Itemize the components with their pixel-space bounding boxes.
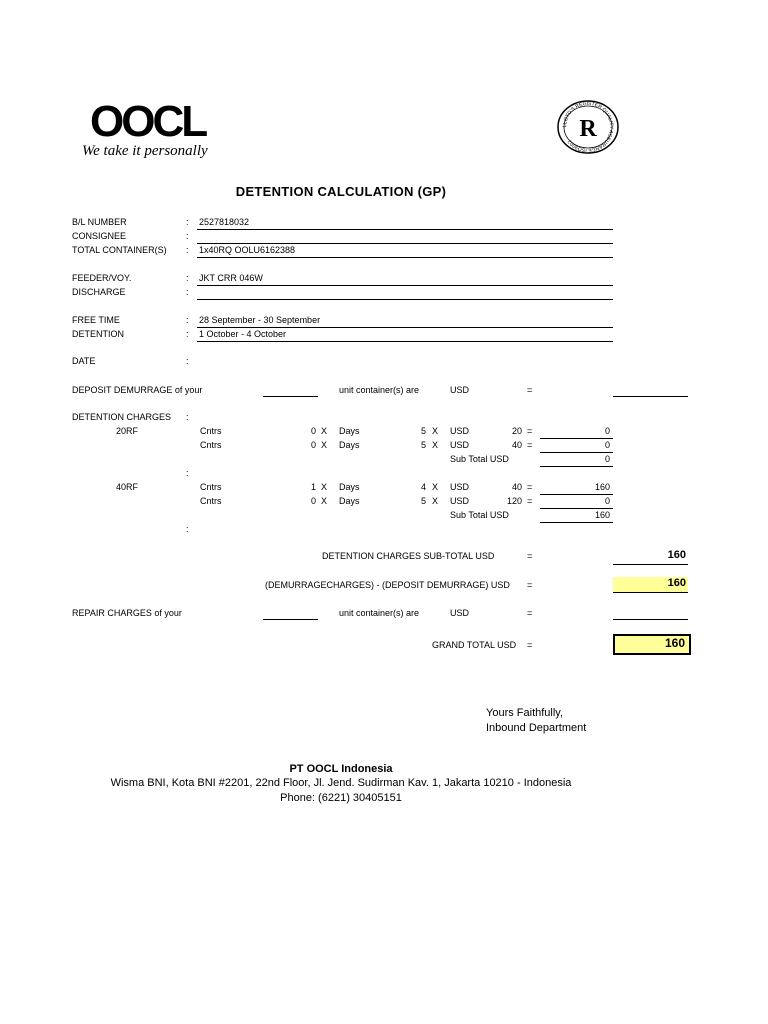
amount-underline xyxy=(613,592,688,593)
field-underline xyxy=(197,285,613,286)
footer-company: PT OOCL Indonesia xyxy=(289,763,393,775)
container-type-40rf: 40RF xyxy=(116,482,139,492)
subtotal-label: Sub Total USD xyxy=(450,454,509,464)
times-sign: X xyxy=(432,482,439,492)
qty-value: 0 xyxy=(310,496,316,506)
rate-value: 120 xyxy=(506,496,522,506)
deposit-unit-text: unit container(s) are xyxy=(339,385,420,395)
subtotal-label: Sub Total USD xyxy=(450,510,509,520)
times-sign: X xyxy=(432,496,439,506)
amount-underline xyxy=(540,452,613,453)
subtotal-underline xyxy=(540,522,613,523)
days-label: Days xyxy=(339,482,360,492)
svg-text:LLOYD'S REGISTER QUALITY ASSUR: LLOYD'S REGISTER QUALITY ASSURANCE ISO9002 xyxy=(561,100,615,154)
detention-charges-label: DETENTION CHARGES xyxy=(72,412,172,422)
detention-subtotal-label: DETENTION CHARGES SUB-TOTAL USD xyxy=(322,551,495,561)
oocl-tagline: We take it personally xyxy=(82,143,208,159)
closing-salutation: Yours Faithfully, xyxy=(486,707,564,719)
subtotal-value: 160 xyxy=(594,510,610,520)
days-value: 5 xyxy=(420,426,426,436)
times-sign: X xyxy=(432,426,439,436)
bl-number-value: 2527818032 xyxy=(199,217,250,227)
feeder-voy-label: FEEDER/VOY. xyxy=(72,273,132,283)
deposit-units-blank xyxy=(263,396,318,397)
equals-sign: = xyxy=(527,608,533,618)
unit-label: Cntrs xyxy=(200,482,222,492)
rate-value: 20 xyxy=(511,426,522,436)
detention-subtotal-value: 160 xyxy=(667,549,686,561)
discharge-label: DISCHARGE xyxy=(72,287,126,297)
colon: : xyxy=(186,231,189,241)
svg-text:R: R xyxy=(579,116,597,142)
currency-label: USD xyxy=(450,496,470,506)
days-label: Days xyxy=(339,496,360,506)
repair-unit-text: unit container(s) are xyxy=(339,608,420,618)
amount-underline xyxy=(540,508,613,509)
field-underline xyxy=(197,257,613,258)
repair-amount-blank xyxy=(613,619,688,620)
colon: : xyxy=(186,468,189,478)
detention-label: DETENTION xyxy=(72,329,125,339)
field-underline xyxy=(197,341,613,342)
rate-value: 40 xyxy=(511,440,522,450)
qty-value: 0 xyxy=(310,426,316,436)
deposit-amount-blank xyxy=(613,396,688,397)
date-label: DATE xyxy=(72,356,96,366)
oocl-wordmark: OOCL xyxy=(90,97,206,146)
total-containers-label: TOTAL CONTAINER(S) xyxy=(72,245,167,255)
grand-total-value: 160 xyxy=(664,636,685,650)
consignee-label: CONSIGNEE xyxy=(72,231,127,241)
colon: : xyxy=(186,245,189,255)
days-label: Days xyxy=(339,426,360,436)
repair-currency: USD xyxy=(450,608,470,618)
closing-department: Inbound Department xyxy=(486,722,587,734)
amount-underline xyxy=(540,494,613,495)
amount-value: 0 xyxy=(604,440,610,450)
equals-sign: = xyxy=(527,496,533,506)
deposit-currency: USD xyxy=(450,385,470,395)
container-type-20rf: 20RF xyxy=(116,426,139,436)
times-sign: X xyxy=(432,440,439,450)
unit-label: Cntrs xyxy=(200,496,222,506)
colon: : xyxy=(186,356,189,366)
colon: : xyxy=(186,412,189,422)
repair-charges-label: REPAIR CHARGES of your xyxy=(72,608,182,618)
field-underline xyxy=(197,299,613,300)
subtotal-underline xyxy=(540,466,613,467)
rate-value: 40 xyxy=(511,482,522,492)
equals-sign: = xyxy=(527,551,533,561)
free-time-value: 28 September - 30 September xyxy=(199,315,321,325)
detention-value: 1 October - 4 October xyxy=(199,329,287,339)
colon: : xyxy=(186,273,189,283)
qty-value: 1 xyxy=(310,482,316,492)
footer-address: Wisma BNI, Kota BNI #2201, 22nd Floor, Jl. Jend. Sudirman Kav. 1, Jakarta 10210 - Indonesia xyxy=(110,777,572,789)
demurrage-diff-value: 160 xyxy=(667,577,686,589)
amount-value: 0 xyxy=(604,496,610,506)
amount-value: 0 xyxy=(604,426,610,436)
field-underline xyxy=(197,229,613,230)
currency-label: USD xyxy=(450,482,470,492)
amount-value: 160 xyxy=(594,482,610,492)
bl-number-label: B/L NUMBER xyxy=(72,217,127,227)
amount-underline xyxy=(540,438,613,439)
days-label: Days xyxy=(339,440,360,450)
grand-total-label: GRAND TOTAL USD xyxy=(432,640,517,650)
times-sign: X xyxy=(321,440,328,450)
times-sign: X xyxy=(321,426,328,436)
subtotal-value: 0 xyxy=(604,454,610,464)
currency-label: USD xyxy=(450,440,470,450)
colon: : xyxy=(186,217,189,227)
total-containers-value: 1x40RQ OOLU6162388 xyxy=(199,245,296,255)
free-time-label: FREE TIME xyxy=(72,315,120,325)
equals-sign: = xyxy=(527,385,533,395)
unit-label: Cntrs xyxy=(200,440,222,450)
equals-sign: = xyxy=(527,482,533,492)
unit-label: Cntrs xyxy=(200,426,222,436)
deposit-demurrage-label: DEPOSIT DEMURRAGE of your xyxy=(72,385,203,395)
currency-label: USD xyxy=(450,426,470,436)
equals-sign: = xyxy=(527,440,533,450)
days-value: 5 xyxy=(420,440,426,450)
repair-units-blank xyxy=(263,619,318,620)
times-sign: X xyxy=(321,482,328,492)
field-underline xyxy=(197,243,613,244)
days-value: 5 xyxy=(420,496,426,506)
colon: : xyxy=(186,287,189,297)
demurrage-diff-label: (DEMURRAGECHARGES) - (DEPOSIT DEMURRAGE) USD xyxy=(265,580,510,590)
footer-phone: Phone: (6221) 30405151 xyxy=(280,792,402,804)
colon: : xyxy=(186,315,189,325)
days-value: 4 xyxy=(420,482,426,492)
amount-underline xyxy=(613,564,688,565)
field-underline xyxy=(197,327,613,328)
equals-sign: = xyxy=(527,640,533,650)
equals-sign: = xyxy=(527,426,533,436)
qty-value: 0 xyxy=(310,440,316,450)
page-title: DETENTION CALCULATION (GP) xyxy=(235,184,447,199)
feeder-voy-value: JKT CRR 046W xyxy=(199,273,263,283)
certification-seal-icon xyxy=(556,100,620,154)
colon: : xyxy=(186,524,189,534)
colon: : xyxy=(186,329,189,339)
times-sign: X xyxy=(321,496,328,506)
equals-sign: = xyxy=(527,580,533,590)
